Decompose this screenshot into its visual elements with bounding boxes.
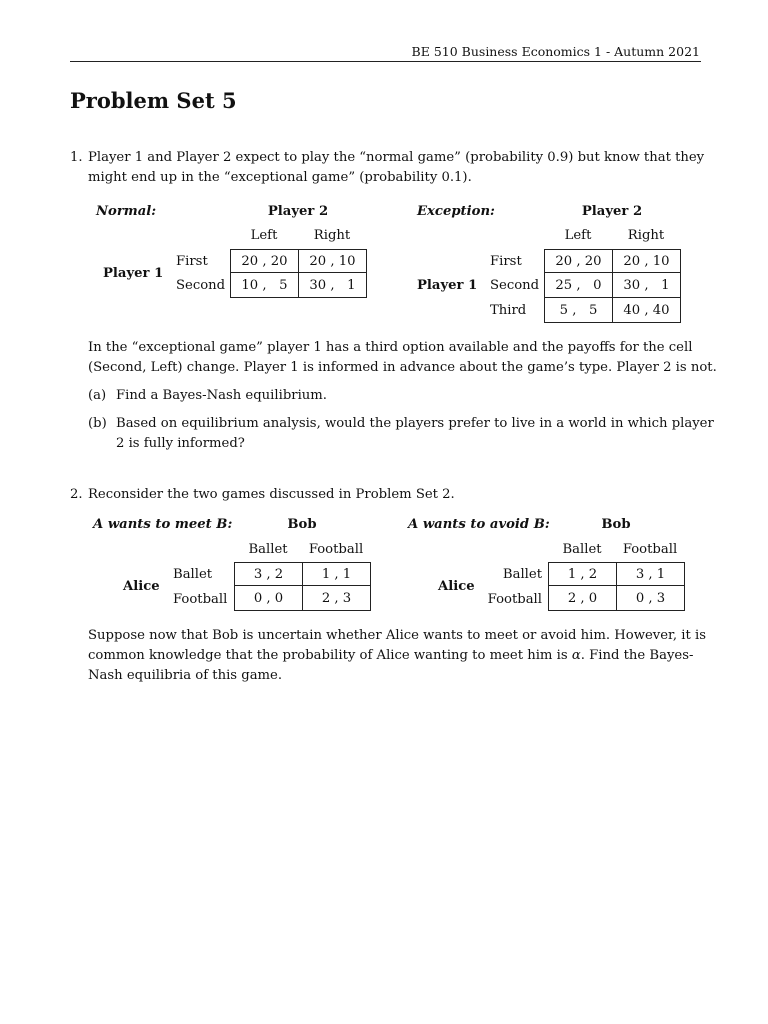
table-row [235, 563, 371, 586]
exception-col-player: Player 2 [581, 204, 643, 219]
table-row [231, 250, 367, 273]
page-title: Problem Set 5 [70, 88, 237, 113]
payoff-cell: 2 , 3 [303, 586, 371, 611]
normal-col-left: Left [250, 228, 278, 243]
q2-body-line2-start: common knowledge that the probability of Alice wanting to meet him is [88, 648, 572, 663]
q1-intro-line2: might end up in the “exceptional game” (probability 0.1). [88, 170, 472, 185]
avoid-row-ballet: Ballet [502, 567, 542, 582]
exception-row-second: Second [490, 278, 540, 293]
normal-row-player: Player 1 [103, 266, 164, 281]
payoff-cell: 3 , 1 [617, 563, 685, 586]
normal-payoff-matrix [230, 249, 367, 298]
payoff-cell: 30 , 1 [613, 273, 681, 298]
exception-col-right: Right [627, 228, 665, 243]
q2-body [88, 626, 706, 686]
meet-row-player: Alice [123, 579, 160, 594]
table-row [545, 250, 681, 273]
payoff-cell: 5 , 5 [545, 298, 613, 323]
payoff-cell: 0 , 0 [235, 586, 303, 611]
q2-body-line2-end: . Find the Bayes- [580, 648, 694, 663]
part-b-line2: 2 is fully informed? [116, 436, 245, 451]
exception-payoff-matrix [544, 249, 681, 323]
meet-game-label: A wants to meet B: [93, 517, 233, 532]
meet-row-football: Football [173, 592, 228, 607]
exception-col-left: Left [564, 228, 592, 243]
meet-col-right: Football [308, 542, 364, 557]
payoff-cell: 20 , 10 [613, 250, 681, 273]
avoid-game-label: A wants to avoid B: [408, 517, 550, 532]
avoid-col-player: Bob [601, 517, 631, 532]
table-row [231, 273, 367, 298]
part-b-label: (b) [88, 416, 107, 431]
q1-intro-line1: Player 1 and Player 2 expect to play the “normal game” (probability 0.9) but know that they [88, 150, 705, 165]
payoff-cell: 1 , 2 [549, 563, 617, 586]
table-row [549, 586, 685, 611]
table-row [235, 586, 371, 611]
payoff-cell: 3 , 2 [235, 563, 303, 586]
payoff-cell: 25 , 0 [545, 273, 613, 298]
alpha-symbol: α [571, 648, 581, 663]
exception-row-first: First [490, 254, 522, 269]
avoid-row-player: Alice [438, 579, 475, 594]
q1-intro [88, 148, 705, 188]
table-row [545, 298, 681, 323]
q2-body-line2 [88, 646, 700, 666]
normal-row-first: First [176, 254, 208, 269]
payoff-cell: 2 , 0 [549, 586, 617, 611]
payoff-cell: 1 , 1 [303, 563, 371, 586]
meet-col-player: Bob [287, 517, 317, 532]
normal-col-player: Player 2 [267, 204, 329, 219]
meet-col-left: Ballet [248, 542, 288, 557]
payoff-cell: 20 , 20 [545, 250, 613, 273]
payoff-cell: 30 , 1 [299, 273, 367, 298]
q1-body [88, 338, 717, 378]
payoff-cell: 20 , 10 [299, 250, 367, 273]
exception-row-player: Player 1 [417, 278, 478, 293]
payoff-cell: 10 , 5 [231, 273, 299, 298]
normal-game-label: Normal: [96, 204, 157, 219]
table-row [549, 563, 685, 586]
q2-body-line1: Suppose now that Bob is uncertain whether Alice wants to meet or avoid him. However, it is [88, 628, 706, 643]
part-a-label: (a) [88, 388, 107, 403]
course-header: BE 510 Business Economics 1 - Autumn 2021 [411, 44, 700, 59]
q1-body-line2: (Second, Left) change. Player 1 is informed in advance about the game’s type. Player 2 is not. [88, 360, 717, 375]
avoid-col-left: Ballet [562, 542, 602, 557]
q2-number: 2. [70, 487, 83, 502]
normal-row-second: Second [176, 278, 226, 293]
exception-game-label: Exception: [417, 204, 495, 219]
part-a-text: Find a Bayes-Nash equilibrium. [116, 388, 327, 403]
q1-body-line1: In the “exceptional game” player 1 has a third option available and the payoffs for the cell [88, 340, 693, 355]
part-b-text [116, 414, 714, 454]
avoid-row-football: Football [487, 592, 542, 607]
avoid-col-right: Football [622, 542, 678, 557]
normal-col-right: Right [313, 228, 351, 243]
header-rule [70, 61, 701, 62]
table-row [545, 273, 681, 298]
payoff-cell: 0 , 3 [617, 586, 685, 611]
payoff-cell: 40 , 40 [613, 298, 681, 323]
part-b-line1: Based on equilibrium analysis, would the players prefer to live in a world in which player [116, 416, 714, 431]
meet-payoff-matrix [234, 562, 371, 611]
q2-intro: Reconsider the two games discussed in Problem Set 2. [88, 487, 455, 502]
payoff-cell: 20 , 20 [231, 250, 299, 273]
q1-number: 1. [70, 150, 83, 165]
meet-row-ballet: Ballet [173, 567, 213, 582]
exception-row-third: Third [490, 303, 527, 318]
avoid-payoff-matrix [548, 562, 685, 611]
q2-body-line3: Nash equilibria of this game. [88, 668, 283, 683]
